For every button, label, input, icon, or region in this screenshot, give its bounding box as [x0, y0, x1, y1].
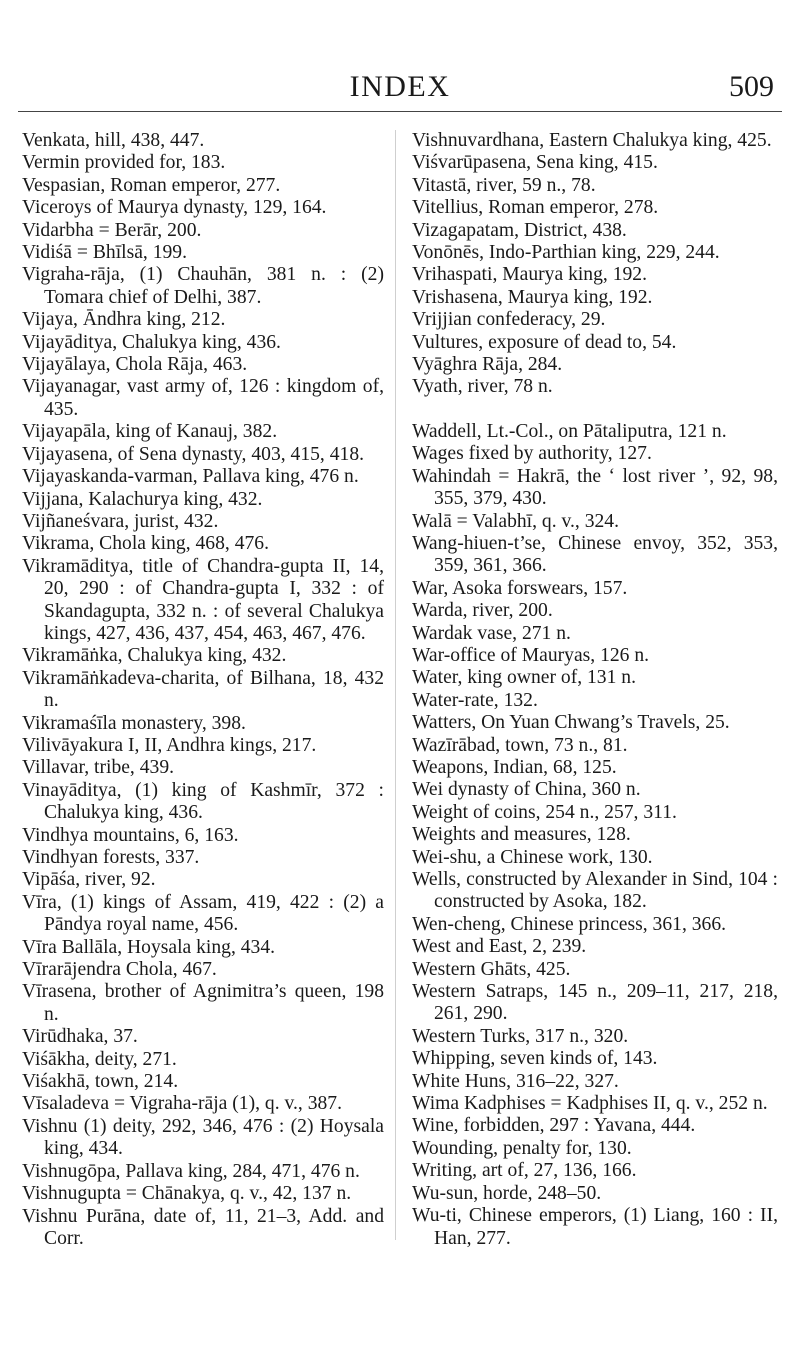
- index-entry: Viśākha, deity, 271.: [22, 1048, 177, 1070]
- index-entry: Vikramaśīla monastery, 398.: [22, 712, 246, 734]
- index-entry: Vijayāditya, Chalukya king, 436.: [22, 331, 281, 353]
- index-entry: Vijjana, Kalachurya king, 432.: [22, 488, 263, 510]
- index-entry: Vikramāṅka, Chalukya king, 432.: [22, 645, 287, 667]
- index-entry: Vigraha-rāja, (1) Chauhān, 381 n. : (2) Tomara chief of Delhi, 387.: [22, 264, 384, 308]
- index-entry: Vyāghra Rāja, 284.: [412, 354, 563, 376]
- header-rule: [18, 111, 782, 112]
- index-entry: Warda, river, 200.: [412, 600, 553, 622]
- index-entry: Vīra, (1) kings of Assam, 419, 422 : (2) a Pāndya royal name, 456.: [22, 891, 384, 936]
- index-entry: Vultures, exposure of dead to, 54.: [412, 331, 677, 353]
- index-entry: Vilivāyakura I, II, Andhra kings, 217.: [22, 734, 317, 756]
- index-entry: Wen-cheng, Chinese princess, 361, 366.: [412, 913, 727, 935]
- index-entry: West and East, 2, 239.: [412, 936, 587, 958]
- index-entry: Weapons, Indian, 68, 125.: [412, 756, 617, 778]
- index-entry: Whipping, seven kinds of, 143.: [412, 1048, 658, 1070]
- index-entry: Vijayālaya, Chola Rāja, 463.: [22, 354, 248, 376]
- page-title: INDEX: [349, 70, 451, 103]
- index-column-left: [22, 130, 384, 1250]
- page-header: [0, 0, 800, 103]
- index-entry: War-office of Mauryas, 126 n.: [412, 644, 650, 666]
- index-entry: Villavar, tribe, 439.: [22, 757, 175, 779]
- index-entry: Viśakhā, town, 214.: [22, 1071, 179, 1093]
- index-entry: Writing, art of, 27, 136, 166.: [412, 1160, 637, 1182]
- index-entry: Western Satraps, 145 n., 209–11, 217, 218, 261, 290.: [412, 981, 778, 1025]
- index-entry: Watters, On Yuan Chwang’s Travels, 25.: [412, 712, 730, 734]
- index-entry: Weights and measures, 128.: [412, 824, 631, 846]
- index-entry: Vitastā, river, 59 n., 78.: [412, 174, 596, 196]
- index-entry: Wardak vase, 271 n.: [412, 622, 571, 644]
- index-entry: Vrijjian confederacy, 29.: [412, 309, 606, 331]
- index-entry: Wima Kadphises = Kadphises II, q. v., 252 n.: [412, 1093, 768, 1115]
- index-entry: Vīrasena, brother of Agnimitra’s queen, 198 n.: [22, 981, 384, 1025]
- index-entry: Vishnugōpa, Pallava king, 284, 471, 476 n.: [22, 1160, 360, 1182]
- index-entry: Vyath, river, 78 n.: [412, 376, 553, 398]
- index-entry: Water-rate, 132.: [412, 689, 538, 711]
- index-entry: Vikramāditya, title of Chandra-gupta II, 14, 20, 290 : of Chandra-gupta I, 332 : of Skandagupta, 332 n. : of several Chalukya kings, 427, 436, 437, 454, 463, 467, 476.: [22, 555, 384, 644]
- index-entry: Viceroys of Maurya dynasty, 129, 164.: [22, 197, 327, 219]
- index-entry: Wages fixed by authority, 127.: [412, 443, 652, 465]
- index-entry: Vīsaladeva = Vigraha-rāja (1), q. v., 387.: [22, 1093, 342, 1115]
- index-entry: White Huns, 316–22, 327.: [412, 1070, 619, 1092]
- index-entry: Vijaya, Āndhra king, 212.: [22, 309, 226, 331]
- index-entry: Vitellius, Roman emperor, 278.: [412, 197, 659, 219]
- index-entry: Venkata, hill, 438, 447.: [22, 130, 205, 151]
- index-entry: Wells, constructed by Alexander in Sind, 104 : constructed by Asoka, 182.: [412, 869, 778, 913]
- index-entry: Wu-sun, horde, 248–50.: [412, 1182, 602, 1204]
- index-entry: Vīra Ballāla, Hoysala king, 434.: [22, 936, 276, 958]
- index-entry: Western Turks, 317 n., 320.: [412, 1025, 629, 1047]
- index-entry: Western Ghāts, 425.: [412, 958, 571, 980]
- index-entry: Viśvarūpasena, Sena king, 415.: [412, 152, 658, 174]
- index-entry: War, Asoka forswears, 157.: [412, 577, 628, 599]
- index-entry: Vishnugupta = Chānakya, q. v., 42, 137 n.: [22, 1183, 352, 1205]
- index-entry: Wei-shu, a Chinese work, 130.: [412, 846, 653, 868]
- index-entry: Vidarbha = Berār, 200.: [22, 219, 202, 241]
- index-entry: Vipāśa, river, 92.: [22, 869, 156, 891]
- index-entry: Vizagapatam, District, 438.: [412, 219, 627, 241]
- page-number: 509: [729, 70, 774, 103]
- index-entry: Vijñaneśvara, jurist, 432.: [22, 510, 219, 532]
- index-entry: Vīrarājendra Chola, 467.: [22, 959, 217, 981]
- index-entry: Vijayasena, of Sena dynasty, 403, 415, 418.: [22, 443, 365, 465]
- index-entry: Vishnu (1) deity, 292, 346, 476 : (2) Hoysala king, 434.: [22, 1115, 384, 1160]
- index-entry: Vermin provided for, 183.: [22, 152, 226, 174]
- index-entry: Wazīrābad, town, 73 n., 81.: [412, 734, 628, 756]
- index-entry: Weight of coins, 254 n., 257, 311.: [412, 801, 677, 823]
- index-entry: Virūdhaka, 37.: [22, 1026, 138, 1048]
- column-divider: [395, 130, 396, 1240]
- index-entry: Wang-hiuen-t’se, Chinese envoy, 352, 353, 359, 361, 366.: [412, 532, 778, 577]
- index-entry: Waddell, Lt.-Col., on Pātaliputra, 121 n.: [412, 420, 727, 442]
- index-entry: Vinayāditya, (1) king of Kashmīr, 372 : Chalukya king, 436.: [22, 779, 384, 824]
- index-entry: Vindhya mountains, 6, 163.: [22, 824, 239, 846]
- index-entry: Vikrama, Chola king, 468, 476.: [22, 533, 269, 555]
- index-entry: Vishnu Purāna, date of, 11, 21–3, Add. and Corr.: [22, 1205, 384, 1249]
- index-entry: Wu-ti, Chinese emperors, (1) Liang, 160 : II, Han, 277.: [412, 1205, 778, 1249]
- index-entry: Vishnuvardhana, Eastern Chalukya king, 425.: [412, 130, 772, 151]
- index-entry: Vrishasena, Maurya king, 192.: [412, 286, 653, 308]
- index-entry: Wine, forbidden, 297 : Yavana, 444.: [412, 1115, 696, 1137]
- index-entry: Vikramāṅkadeva-charita, of Bilhana, 18, 432 n.: [22, 667, 384, 712]
- index-entry: Wahindah = Hakrā, the ‘ lost river ’, 92, 98, 355, 379, 430.: [412, 465, 778, 510]
- index-column-right: [412, 130, 778, 1250]
- index-entry: Wounding, penalty for, 130.: [412, 1137, 632, 1159]
- index-entry: Vrihaspati, Maurya king, 192.: [412, 264, 647, 286]
- index-entry: Vindhyan forests, 337.: [22, 847, 200, 868]
- index-entry: Vidiśā = Bhīlsā, 199.: [22, 242, 187, 264]
- index-entry: Vonōnēs, Indo-Parthian king, 229, 244.: [412, 242, 720, 264]
- index-entry: Vijayapāla, king of Kanauj, 382.: [22, 421, 278, 443]
- index-entry: Vijayanagar, vast army of, 126 : kingdom of, 435.: [22, 376, 384, 420]
- index-entry: Vijayaskanda-varman, Pallava king, 476 n.: [22, 466, 359, 488]
- index-entry: Water, king owner of, 131 n.: [412, 667, 636, 689]
- index-entry: Vespasian, Roman emperor, 277.: [22, 174, 281, 196]
- index-entry: Wei dynasty of China, 360 n.: [412, 779, 641, 801]
- index-entry: Walā = Valabhī, q. v., 324.: [412, 510, 620, 532]
